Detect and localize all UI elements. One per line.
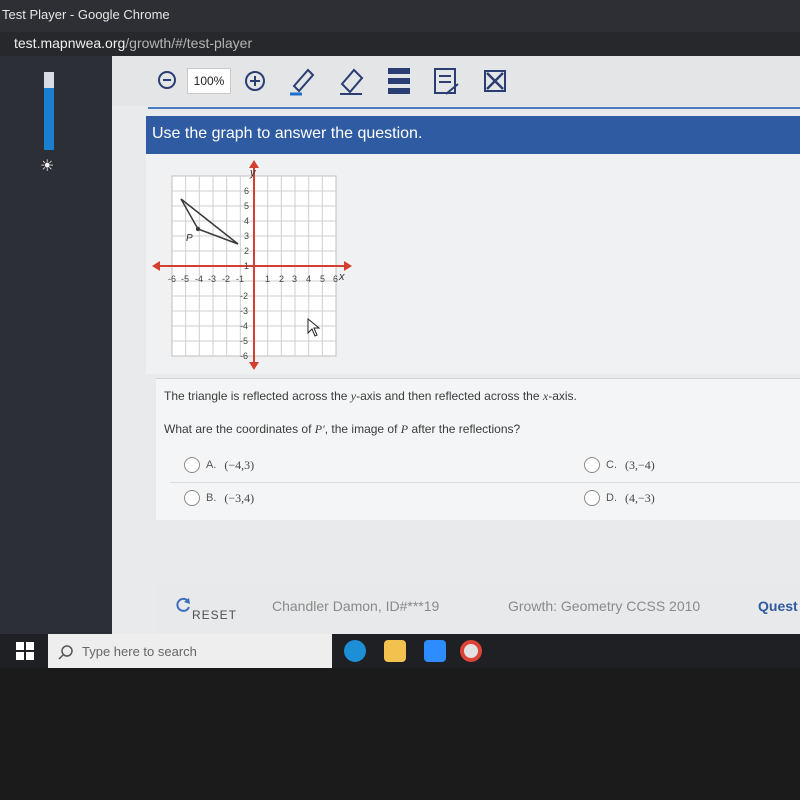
coordinate-graph [146,154,406,374]
left-rail [0,56,112,634]
windows-start-icon[interactable] [16,642,34,660]
y-tick: 1 [244,261,250,271]
brightness-slider-fill [44,88,54,150]
y-tick: -4 [240,321,249,331]
search-icon [58,644,74,660]
y-tick: 4 [244,216,250,226]
x-tick: 1 [265,274,271,284]
y-tick: -6 [240,351,249,361]
radio-button[interactable] [184,490,200,506]
zoom-out-icon[interactable] [155,68,179,92]
student-info: Chandler Damon, ID#***19 [272,598,440,614]
mouse-cursor-icon [306,318,322,338]
answer-option-d[interactable] [584,490,655,506]
highlighter-icon[interactable] [288,64,316,96]
option-letter: B. [206,492,217,504]
y-tick: 3 [244,231,250,241]
x-tick: -3 [208,274,217,284]
x-tick: 5 [320,274,326,284]
zoom-level: 100% [187,68,231,94]
point-p-label: P [186,233,193,244]
x-tick: 3 [292,274,298,284]
x-tick: 2 [279,274,285,284]
answer-option-b[interactable] [184,490,254,506]
edge-browser-icon[interactable] [344,640,366,662]
x-axis-label: x [339,271,345,283]
option-divider [170,482,800,483]
x-tick: 6 [333,274,339,284]
zoom-in-icon[interactable] [242,68,268,94]
option-value: (3,−4) [625,457,655,472]
option-letter: A. [206,459,217,471]
answer-option-c[interactable] [584,457,655,473]
question-header: Use the graph to answer the question. [146,116,800,154]
radio-button[interactable] [584,490,600,506]
reset-icon [174,597,192,613]
window-title: Test Player - Google Chrome [2,7,170,22]
y-tick: -3 [240,306,249,316]
option-value: (4,−3) [625,490,655,505]
radio-button[interactable] [584,457,600,473]
taskbar-search-input[interactable]: Type here to search [48,634,332,668]
answer-eliminator-icon[interactable] [482,68,508,94]
reset-label: RESET [192,608,238,622]
zoom-app-icon[interactable] [424,640,446,662]
x-tick: -2 [222,274,231,284]
y-tick: -5 [240,336,249,346]
test-footer [156,586,800,634]
test-name: Growth: Geometry CCSS 2010 [508,598,701,614]
x-tick: -6 [168,274,177,284]
url-path: /growth/#/test-player [125,35,253,51]
y-tick: 5 [244,201,250,211]
option-letter: D. [606,492,617,504]
y-tick: 2 [244,246,250,256]
address-bar[interactable] [0,32,800,56]
y-tick: 6 [244,186,250,196]
question-prompt: The triangle is reflected across the y-axis and then reflected across the x-axis. [164,389,577,403]
toolbar-divider [148,107,800,109]
line-reader-icon[interactable] [386,66,412,96]
reset-button[interactable] [174,596,238,622]
x-tick: -5 [181,274,190,284]
radio-button[interactable] [184,457,200,473]
chrome-browser-icon[interactable] [460,640,482,662]
x-tick: 4 [306,274,312,284]
option-value: (−4,3) [224,457,255,472]
x-tick: -1 [236,274,245,284]
x-tick: -4 [195,274,204,284]
y-tick: -2 [240,291,249,301]
answer-option-a[interactable] [184,457,254,473]
option-value: (−3,4) [224,490,255,505]
question-nav-link[interactable]: Quest [758,598,798,614]
question-ask: What are the coordinates of P′, the image of P after the reflections? [164,422,521,436]
y-axis-label: y [250,167,256,179]
url-domain: test.mapnwea.org [14,35,126,51]
eraser-icon[interactable] [336,64,366,96]
brightness-icon: ☀ [40,158,55,175]
window-title-bar [0,0,800,32]
notepad-icon[interactable] [432,66,460,96]
file-explorer-icon[interactable] [384,640,406,662]
option-letter: C. [606,459,617,471]
